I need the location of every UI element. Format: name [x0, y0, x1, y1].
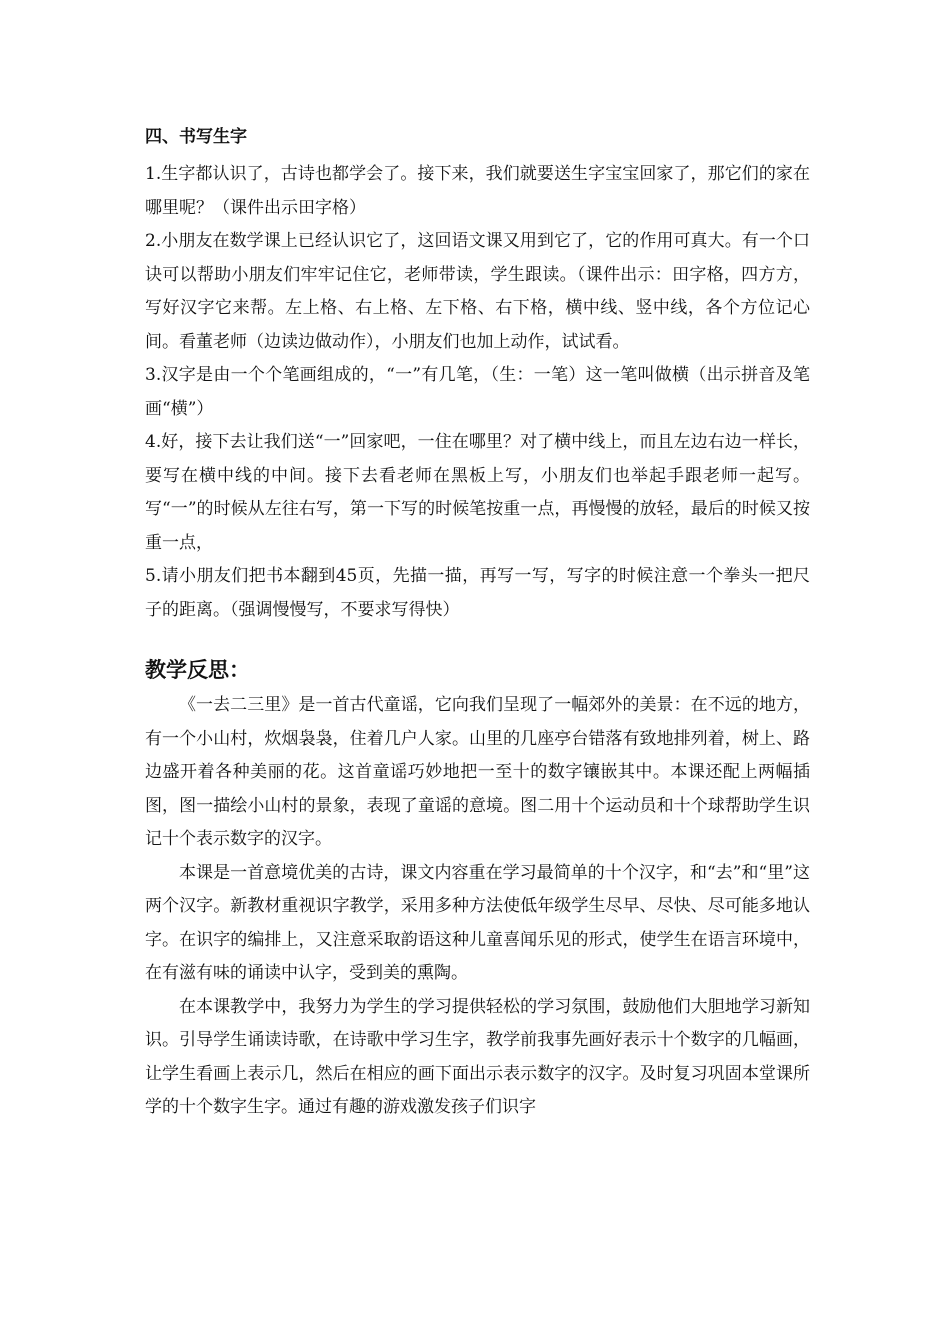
document-page [145, 120, 810, 1125]
step-item-3: 3.汉字是由一个个笔画组成的，“一”有几笔，（生：一笔）这一笔叫做横（出示拼音及笔画“横”） [145, 365, 810, 419]
step-item-5: 5.请小朋友们把书本翻到45页，先描一描，再写一写，写字的时候注意一个拳头一把尺子的距离。（强调慢慢写，不要求写得快） [145, 566, 810, 620]
step-item-1: 1.生字都认识了，古诗也都学会了。接下来，我们就要送生字宝宝回家了，那它们的家在哪里呢？（课件出示田字格） [145, 164, 810, 218]
section-heading-reflection: 教学反思： [145, 658, 250, 682]
spacer [145, 627, 810, 651]
step-item-2: 2.小朋友在数学课上已经认识它了，这回语文课又用到它了，它的作用可真大。有一个口诀可以帮助小朋友们牢牢记住它，老师带读，学生跟读。（课件出示：田字格，四方方，写好汉字它来帮。左上格、右上格、左下格、右下格，横中线、竖中线，各个方位记心间。看董老师（边读边做动作），小朋友们也加上动作，试试看。 [145, 231, 810, 352]
reflection-paragraph-1: 《一去二三里》是一首古代童谣，它向我们呈现了一幅郊外的美景：在不远的地方，有一个小山村，炊烟袅袅，住着几户人家。山里的几座亭台错落有致地排列着，树上、路边盛开着各种美丽的花。这首童谣巧妙地把一至十的数字镶嵌其中。本课还配上两幅插图，图一描绘小山村的景象，表现了童谣的意境。图二用十个运动员和十个球帮助学生识记十个表示数字的汉字。 [145, 695, 810, 849]
section-heading-write-characters: 四、书写生字 [145, 127, 247, 147]
reflection-paragraph-2: 本课是一首意境优美的古诗，课文内容重在学习最简单的十个汉字，和“去”和“里”这两个汉字。新教材重视识字教学，采用多种方法使低年级学生尽早、尽快、尽可能多地认字。在识字的编排上，又注意采取韵语这种儿童喜闻乐见的形式，使学生在语言环境中，在有滋有味的诵读中认字，受到美的熏陶。 [145, 862, 810, 983]
reflection-paragraph-3: 在本课教学中，我努力为学生的学习提供轻松的学习氛围，鼓励他们大胆地学习新知识。引导学生诵读诗歌，在诗歌中学习生字，教学前我事先画好表示十个数字的几幅画，让学生看画上表示几，然后在相应的画下面出示表示数字的汉字。及时复习巩固本堂课所学的十个数字生字。通过有趣的游戏激发孩子们识字 [145, 996, 810, 1117]
step-item-4: 4.好，接下去让我们送“一”回家吧，一住在哪里？对了横中线上，而且左边右边一样长，要写在横中线的中间。接下去看老师在黑板上写，小朋友们也举起手跟老师一起写。写“一”的时候从左往右写，第一下写的时候笔按重一点，再慢慢的放轻，最后的时候又按重一点， [145, 432, 810, 553]
